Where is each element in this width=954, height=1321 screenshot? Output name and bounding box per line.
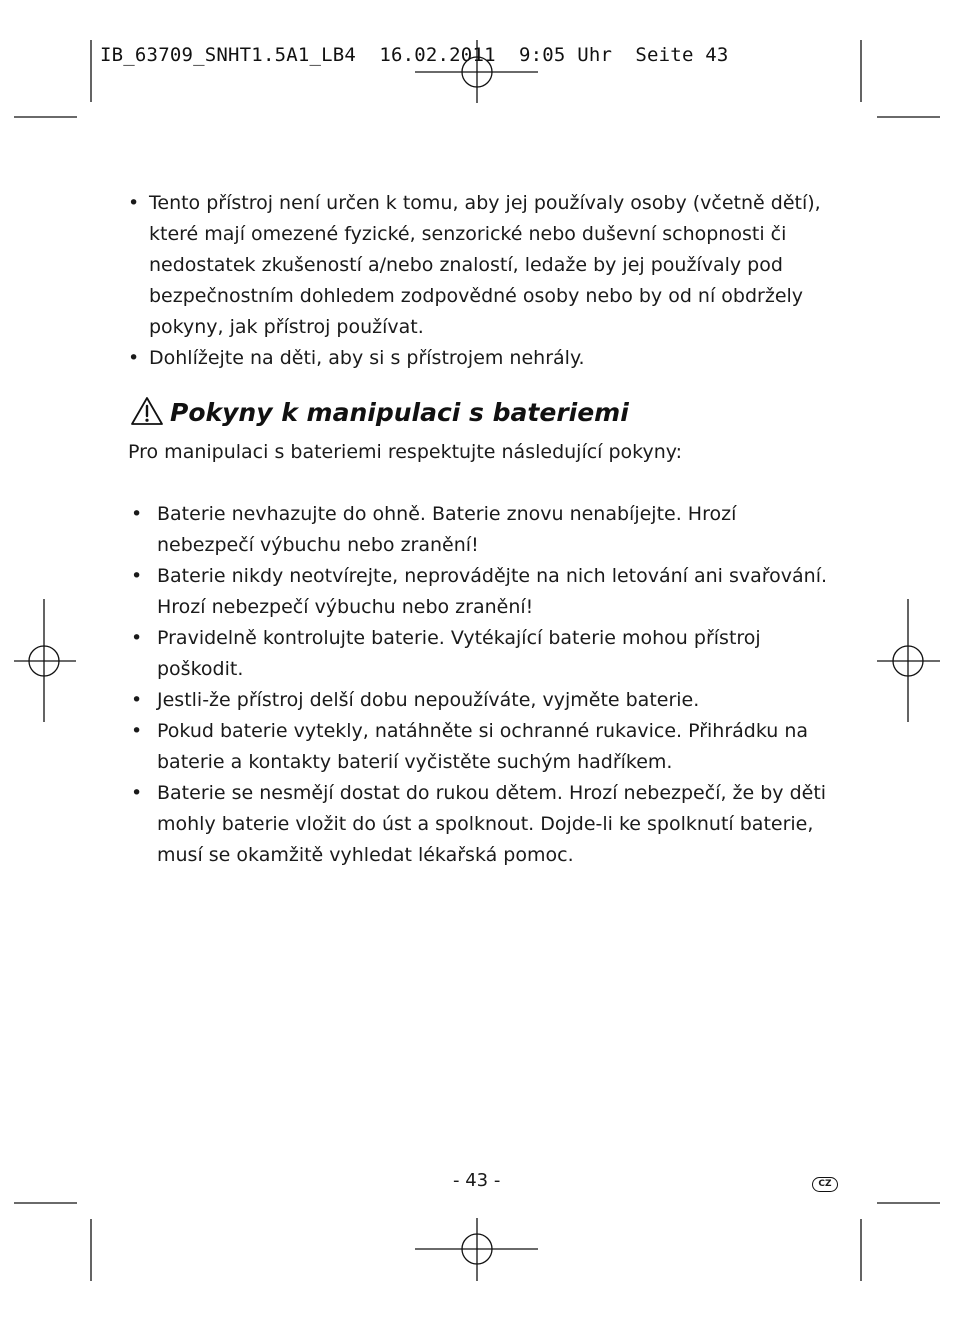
page-number: - 43 -	[453, 1170, 501, 1191]
list-item: • Pravidelně kontrolujte baterie. Vytékající baterie mohou přístroj poškodit.	[128, 623, 838, 685]
list-item: • Dohlížejte na děti, aby si s přístrojem nehrály.	[128, 343, 838, 374]
battery-instructions-list	[128, 499, 838, 871]
list-item: • Baterie nikdy neotvírejte, neprovádějte na nich letování ani svařování. Hrozí nebezpečí výbuchu nebo zranění!	[128, 561, 838, 623]
print-slug-header: IB_63709_SNHT1.5A1_LB4 16.02.2011 9:05 Uhr Seite 43	[100, 44, 729, 66]
list-item: • Pokud baterie vytekly, natáhněte si ochranné rukavice. Přihrádku na baterie a kontakty baterií vyčistěte suchým hadříkem.	[128, 716, 838, 778]
list-item: • Baterie se nesmějí dostat do rukou dětem. Hrozí nebezpečí, že by děti mohly baterie vložit do úst a spolknout. Dojde-li ke spolknutí baterie, musí se okamžitě vyhledat lékařská pomoc.	[128, 778, 838, 871]
list-item: • Jestli-že přístroj delší dobu nepoužíváte, vyjměte baterie.	[128, 685, 838, 716]
warning-triangle-icon	[130, 396, 164, 426]
section-title: Pokyny k manipulaci s bateriemi	[170, 398, 629, 427]
section-heading	[130, 398, 629, 427]
list-item: • Tento přístroj není určen k tomu, aby jej používaly osoby (včetně dětí), které mají omezené fyzické, senzorické nebo duševní schopnosti či nedostatek zkušeností a/nebo znalostí, ledaže by jej používaly pod bezpečnostním dohledem zodpovědné osoby nebo by od ní obdržely pokyny, jak přístroj používat.	[128, 188, 838, 343]
safety-list	[128, 188, 838, 374]
section-intro: Pro manipulaci s bateriemi respektujte následující pokyny:	[128, 441, 683, 463]
list-item: • Baterie nevhazujte do ohně. Baterie znovu nenabíjejte. Hrozí nebezpečí výbuchu nebo zranění!	[128, 499, 838, 561]
language-badge: CZ	[812, 1177, 838, 1192]
